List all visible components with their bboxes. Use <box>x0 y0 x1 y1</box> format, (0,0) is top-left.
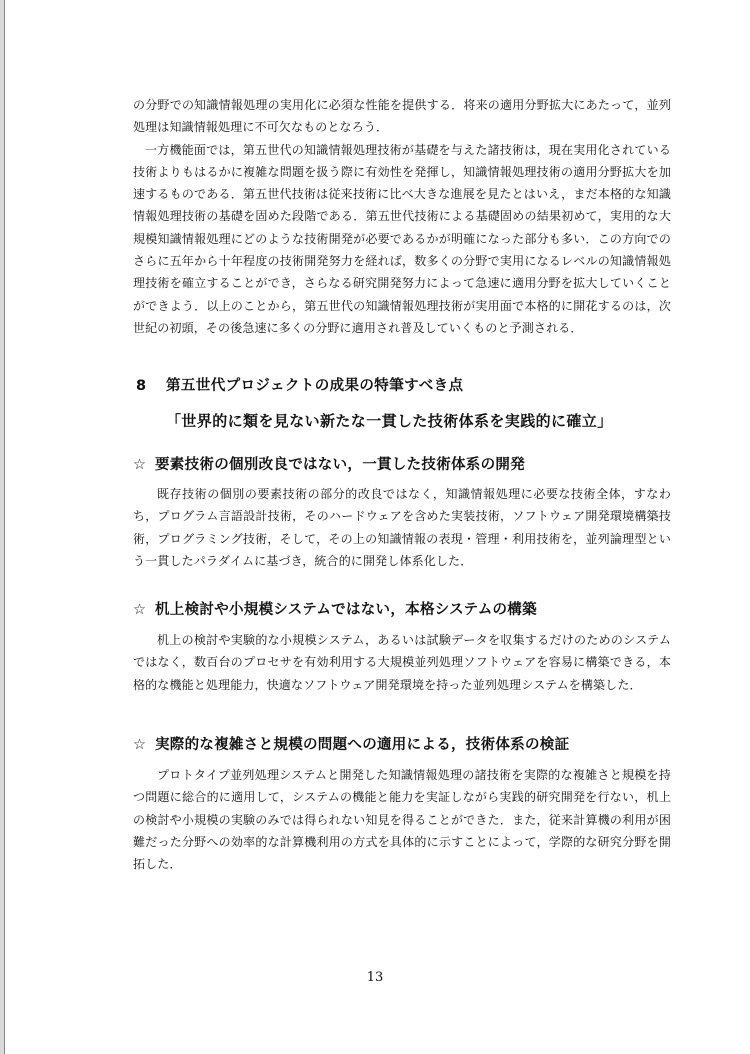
item-body <box>133 764 671 875</box>
item-heading <box>133 455 525 475</box>
section-heading <box>136 376 463 396</box>
section-subtitle: 「世界的に類を見ない新たな一貫した技術体系を実践的に確立」 <box>166 412 613 430</box>
section-title: 第五世代プロジェクトの成果の特筆すべき点 <box>166 378 464 394</box>
item-paragraph: 机上の検討や実験的な小規模システム，あるいは試験データを収集するだけのためのシステムではなく，数百台のプロセサを有効利用する大規模並列処理ソフトウェアを容易に構築できる，本格的な機能と処理能力，快適なソフトウェア開発環境を持った並列処理システムを構築した． <box>133 633 671 692</box>
intro-text <box>133 94 671 339</box>
star-icon: ☆ <box>133 602 147 618</box>
section-number: 8 <box>136 378 147 394</box>
item-heading-text: 実際的な複雑さと規模の問題への適用による，技術体系の検証 <box>155 737 570 753</box>
scan-edge-line <box>4 0 5 1054</box>
item-heading-text: 机上検討や小規模システムではない，本格システムの構築 <box>155 602 537 618</box>
item-body <box>133 629 671 696</box>
star-icon: ☆ <box>133 457 147 473</box>
item-heading <box>133 735 569 755</box>
item-heading <box>133 600 537 620</box>
item-paragraph: 既存技術の個別の要素技術の部分的改良ではなく，知識情報処理に必要な技術全体，すなわち，プログラム言語設計技術，そのハードウェアを含めた実装技術，ソフトウェア開発環境構築技術，プログラミング技術，そして，その上の知識情報の表現・管理・利用技術を，並列論理型という一貫したパラダイムに基づき，統合的に開発し体系化した． <box>133 487 671 568</box>
item-body <box>133 483 671 572</box>
intro-paragraph-1: の分野での知識情報処理の実用化に必須な性能を提供する．将来の適用分野拡大にあたって，並列処理は知識情報処理に不可欠なものとなろう． <box>133 98 671 135</box>
star-icon: ☆ <box>133 737 147 753</box>
page-number: 13 <box>366 970 384 985</box>
item-heading-text: 要素技術の個別改良ではない，一貫した技術体系の開発 <box>155 457 525 473</box>
intro-paragraph-2: 一方機能面では，第五世代の知識情報処理技術が基礎を与えた諸技術は，現在実用化されている技術よりもはるかに複雑な問題を扱う際に有効性を発揮し，知識情報処理技術の適用分野拡大を加速するものである．第五世代技術は従来技術に比べ大きな進展を見たとはいえ，まだ本格的な知識情報処理技術の基礎を固めた段階である．第五世代技術による基礎固めの結果初めて，実用的な大規模知識情報処理にどのような技術開発が必要であるかが明確になった部分も多い．この方向でのさらに五年から十年程度の技術開発努力を経れば，数多くの分野で実用になるレベルの知識情報処理技術を確立することができ，さらなる研究開発努力によって急速に適用分野を拡大していくことができよう．以上のことから，第五世代の知識情報処理技術が実用面で本格的に開花するのは，次世紀の初頭，その後急速に多くの分野に適用され普及していくものと予測される． <box>133 142 671 335</box>
item-paragraph: プロトタイプ並列処理システムと開発した知識情報処理の諸技術を実際的な複雑さと規模を持つ問題に総合的に適用して，システムの機能と能力を実証しながら実践的研究開発を行ない，机上の検討や小規模の実験のみでは得られない知見を得ることができた．また，従来計算機の利用が困難だった分野への効率的な計算機利用の方式を具体的に示すことによって，学際的な研究分野を開拓した． <box>133 768 671 872</box>
